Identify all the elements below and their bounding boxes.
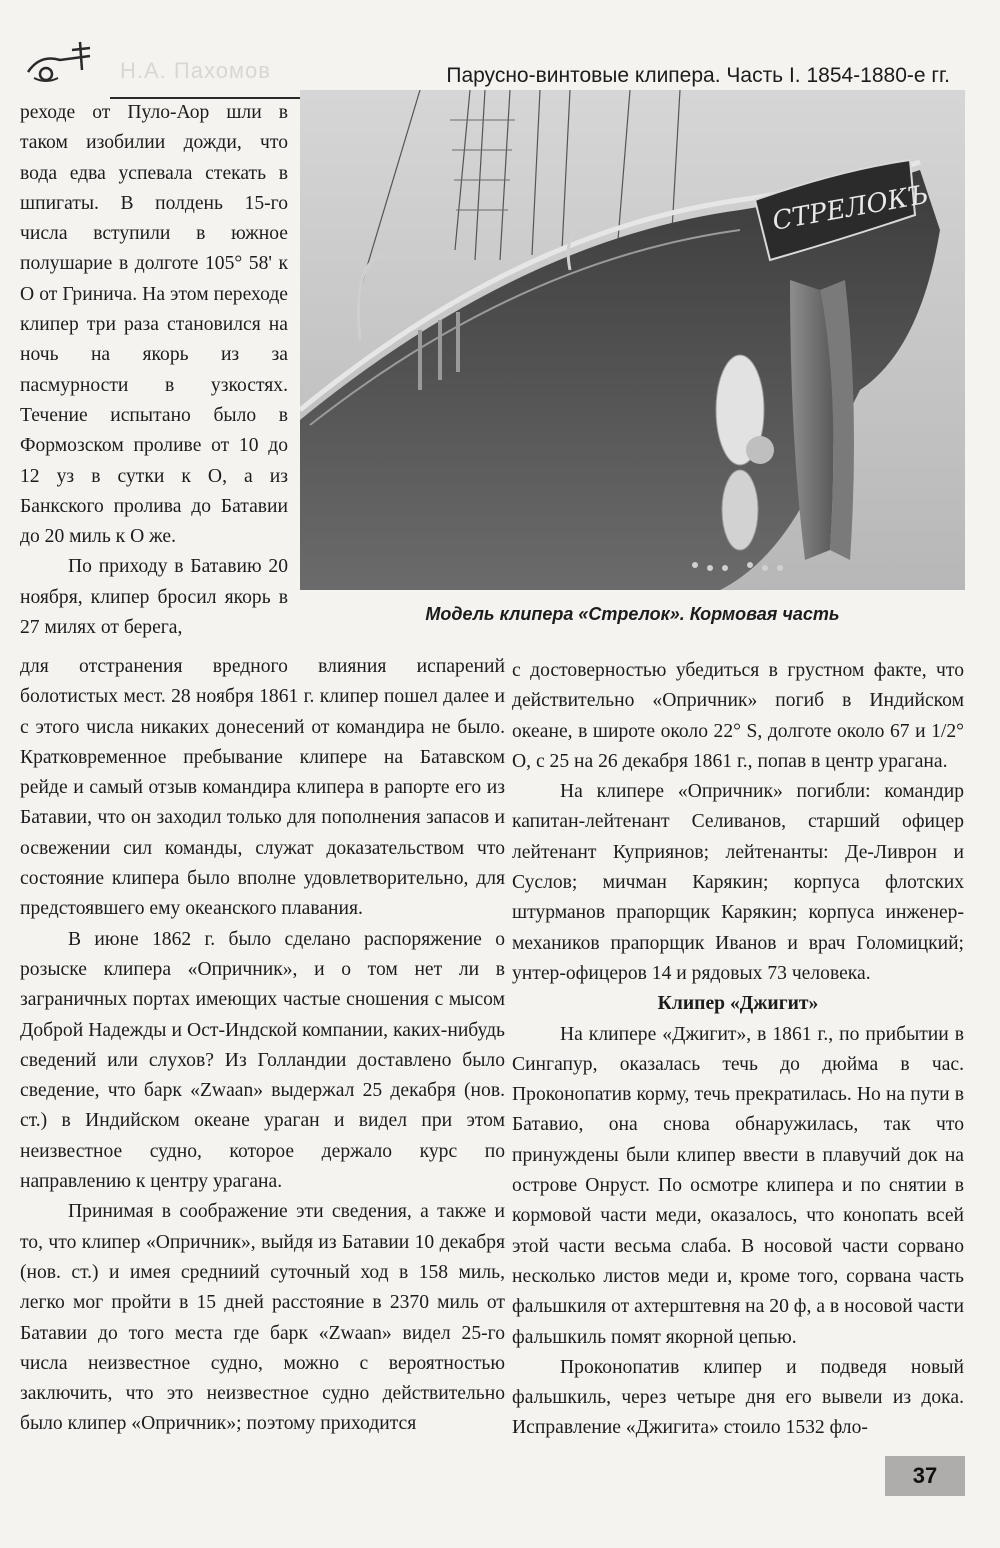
narrow-text-column	[20, 98, 288, 643]
paragraph: для отстранения вредного влияния испарений болотистых мест. 28 ноября 1861 г. клипер пошел далее и с этого числа никаких донесений от командира не было. Кратковременное пребывание клипере на Батавском рейде и самый отзыв командира клипера в рапорте его из Батавии, что он заходил только для пополнения запасов и освежении сил команды, служат доказательством что состояние клипера было вполне удовлетворительно, для предстоявшего ему океанского плавания.	[20, 656, 505, 920]
section-heading: Клипер «Джигит»	[657, 993, 819, 1015]
paragraph: В июне 1862 г. было сделано распоряжение о розыске клипера «Опричник», и о том нет ли в заграничных портах имеющих частые сношения с мысом Доброй Надежды и Ост-Индской компании, каких-нибудь сведений или слухов? Из Голландии доставлено было сведение, что барк «Zwaan» выдержал 25 декабря (нов. ст.) в Индийском океане ураган и видел при этом неизвестное судно, которое держало курс по направлению к центру урагана.	[20, 928, 505, 1193]
paragraph: реходе от Пуло-Аор шли в таком изобилии дожди, что вода едва успевала стекать в шпигаты. В полдень 15-го числа вступили в южное полушарие в долготе 105° 58' к О от Гринича. На этом переходе клипер три раза становился на ночь на якорь из за пасмурности в узкостях. Течение испытано было в Формозском проливе от 10 до 12 уз в сутки к О, а из Банкского пролива до Батавии до 20 миль к О же.	[20, 102, 288, 548]
photo-illustration	[300, 90, 965, 590]
page-number: 37	[885, 1456, 965, 1496]
paragraph: Проконопатив клипер и подведя новый фальшкиль, через четыре дня его вывели из дока. Исправление «Джигита» стоило 1532 фло-	[512, 1356, 964, 1439]
paragraph: На клипере «Джигит», в 1861 г., по прибытии в Сингапур, оказалась течь до дюйма в час. Проконопатив корму, течь прекратилась. Но на пути в Батавио, она снова обнаружилась, так что принуждены были клипер ввести в плавучий док на острове Онруст. По осмотре клипера и по снятии в кормовой части меди, оказалось, что конопать всей этой части весьма слаба. В носовой части сорвано несколько листов меди и, кроме того, сорвана часть фальшкиля от ахтерштевня на 20 ф, а в носовой части фальшкиль помят якорной цепью.	[512, 1023, 964, 1348]
right-text-column	[512, 656, 964, 1444]
hull-name-text: СТРЕЛОКЪ	[770, 179, 931, 237]
paragraph: с достоверностью убедиться в грустном факте, что действительно «Опричник» погиб в Индийском океане, в широте около 22° S, долготе около 67 и 1/2° О, с 25 на 26 декабря 1861 г., попав в центр урагана.	[512, 660, 964, 772]
paragraph: По приходу в Батавию 20 ноября, клипер бросил якорь в 27 милях от берега,	[20, 556, 288, 639]
photo-caption: Модель клипера «Стрелок». Кормовая часть	[425, 604, 840, 624]
page-header	[10, 28, 970, 98]
paragraph: Принимая в соображение эти сведения, а также и то, что клипер «Опричник», выйдя из Батавии 10 декабря (нов. ст.) и имея средниий суточный ход в 158 миль, легко мог пройти в 15 дней расстояние в 2370 миль от Батавии до того места где барк «Zwaan» видел 25-го числа неизвестное судно, можно с вероятностью заключить, что это неизвестное судно действительно было клипер «Опричник»; поэтому приходится	[20, 1201, 505, 1435]
paragraph: На клипере «Опричник» погибли: командир капитан-лейтенант Селиванов, старший офицер лейтенант Куприянов; лейтенанты: Де-Ливрон и Суслов; мичман Карякин; корпуса флотских штурманов прапорщик Карякин; корпуса инженер-механиков прапорщик Иванов и врач Голомицкий; унтер-офицеров 14 и рядовых 73 человека.	[512, 781, 964, 984]
author-name: Н.А. Пахомов	[120, 58, 271, 83]
anchor-emblem-icon	[20, 34, 100, 84]
ship-model-photo	[300, 90, 965, 590]
running-title: Парусно-винтовые клипера. Часть I. 1854-1880-е гг.	[446, 64, 950, 87]
left-text-column	[20, 652, 505, 1440]
